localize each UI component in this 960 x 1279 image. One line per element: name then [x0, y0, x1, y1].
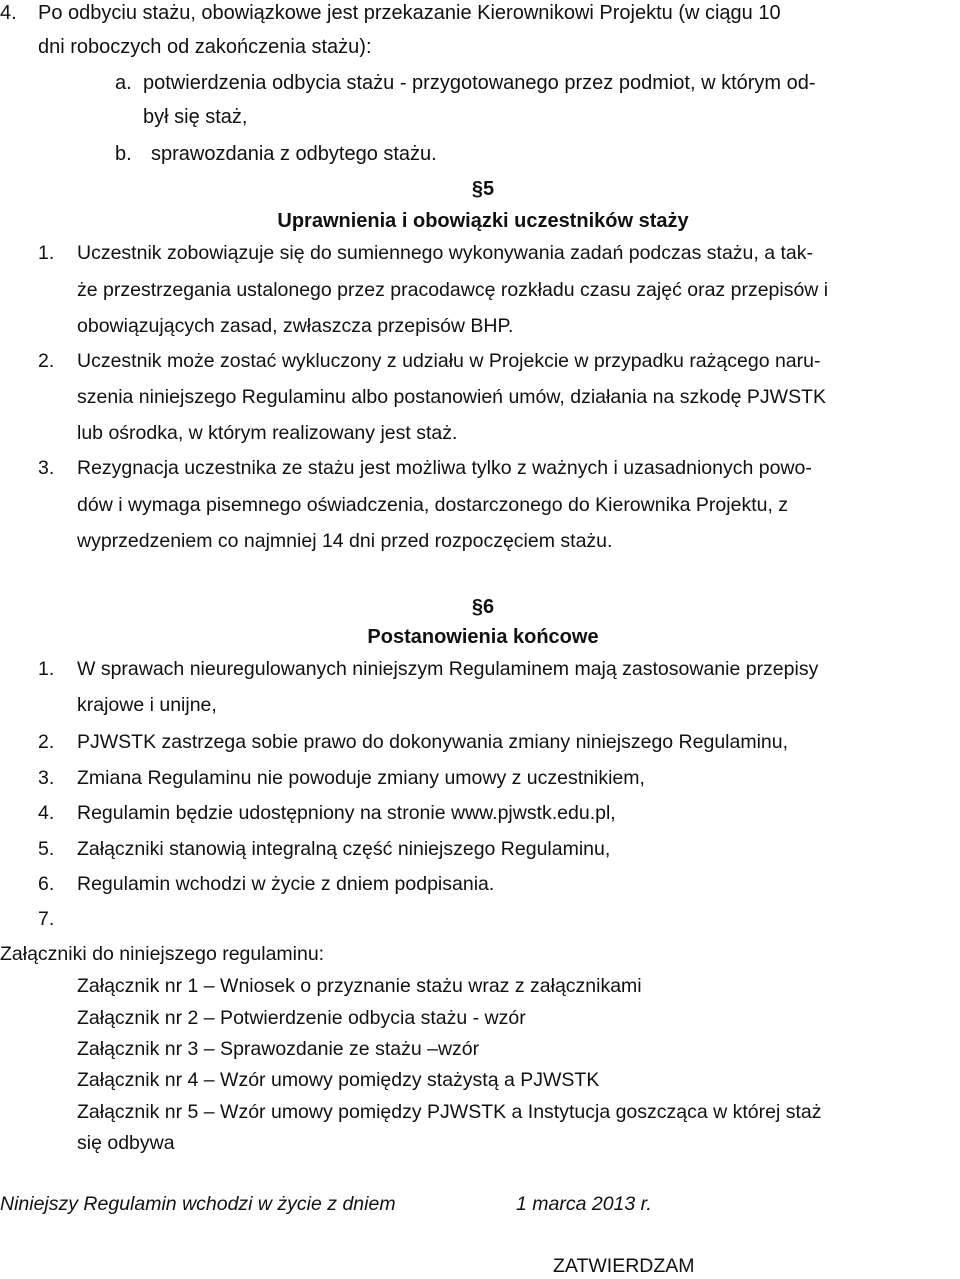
attachment-item: Załącznik nr 3 – Sprawozdanie ze stażu –wzór [77, 1038, 480, 1060]
attachment-item: Załącznik nr 5 – Wzór umowy pomiędzy PJWSTK a Instytucja goszcząca w której staż [77, 1101, 822, 1123]
attachments-heading: Załączniki do niniejszego regulaminu: [0, 943, 325, 965]
item-number: 1. [38, 242, 55, 264]
approval-label: ZATWIERDZAM [553, 1255, 695, 1277]
paragraph-line: W sprawach nieuregulowanych niniejszym Regulaminem mają zastosowanie przepisy [77, 658, 819, 680]
paragraph-line: był się staż, [143, 106, 248, 128]
item-number: 7. [38, 908, 55, 930]
section-title: Postanowienia końcowe [367, 626, 599, 648]
paragraph-line: Uczestnik może zostać wykluczony z udziału w Projekcie w przypadku rażącego naru- [77, 350, 821, 372]
paragraph-line: wyprzedzeniem co najmniej 14 dni przed rozpoczęciem stażu. [77, 530, 613, 552]
item-number: 3. [38, 457, 55, 479]
paragraph-line: szenia niniejszego Regulaminu albo postanowień umów, działania na szkodę PJWSTK [77, 386, 827, 408]
paragraph-line: Załączniki stanowią integralną część niniejszego Regulaminu, [77, 838, 611, 860]
item-number: 3. [38, 767, 55, 789]
paragraph-line: Regulamin wchodzi w życie z dniem podpisania. [77, 873, 495, 895]
item-number: 2. [38, 350, 55, 372]
subitem-label: a. [115, 72, 132, 94]
paragraph-line: sprawozdania z odbytego stażu. [151, 143, 437, 165]
paragraph-line: dni roboczych od zakończenia stażu): [38, 36, 372, 58]
section-title: Uprawnienia i obowiązki uczestników staży [277, 210, 689, 232]
paragraph-line: lub ośrodka, w którym realizowany jest staż. [77, 422, 458, 444]
paragraph-line: Po odbyciu stażu, obowiązkowe jest przekazanie Kierownikowi Projektu (w ciągu 10 [38, 2, 781, 24]
item-number: 1. [38, 658, 55, 680]
section-symbol: §6 [471, 596, 495, 618]
item-number: 5. [38, 838, 55, 860]
paragraph-line: Regulamin będzie udostępniony na stronie www.pjwstk.edu.pl, [77, 802, 616, 824]
paragraph-line: Uczestnik zobowiązuje się do sumiennego wykonywania zadań podczas stażu, a tak- [77, 242, 813, 264]
attachment-item: Załącznik nr 1 – Wniosek o przyznanie stażu wraz z załącznikami [77, 975, 642, 997]
paragraph-line: krajowe i unijne, [77, 694, 217, 716]
paragraph-line: Rezygnacja uczestnika ze stażu jest możliwa tylko z ważnych i uzasadnionych powo- [77, 457, 812, 479]
item-number: 4. [38, 802, 55, 824]
item-number: 2. [38, 731, 55, 753]
effective-statement: Niniejszy Regulamin wchodzi w życie z dniem [0, 1193, 396, 1215]
effective-date: 1 marca 2013 r. [516, 1193, 652, 1215]
attachment-item: Załącznik nr 4 – Wzór umowy pomiędzy stażystą a PJWSTK [77, 1069, 600, 1091]
paragraph-line: PJWSTK zastrzega sobie prawo do dokonywania zmiany niniejszego Regulaminu, [77, 731, 789, 753]
item-number: 4. [0, 2, 17, 24]
paragraph-line: Zmiana Regulaminu nie powoduje zmiany umowy z uczestnikiem, [77, 767, 645, 789]
paragraph-line: że przestrzegania ustalonego przez pracodawcę rozkładu czasu zajęć oraz przepisów i [77, 279, 829, 301]
item-number: 6. [38, 873, 55, 895]
attachment-item: Załącznik nr 2 – Potwierdzenie odbycia stażu - wzór [77, 1007, 526, 1029]
paragraph-line: obowiązujących zasad, zwłaszcza przepisów BHP. [77, 315, 514, 337]
section-symbol: §5 [471, 178, 495, 200]
paragraph-line: dów i wymaga pisemnego oświadczenia, dostarczonego do Kierownika Projektu, z [77, 494, 789, 516]
attachment-item-continuation: się odbywa [77, 1132, 175, 1154]
paragraph-line: potwierdzenia odbycia stażu - przygotowanego przez podmiot, w którym od- [143, 72, 816, 94]
subitem-label: b. [115, 143, 132, 165]
